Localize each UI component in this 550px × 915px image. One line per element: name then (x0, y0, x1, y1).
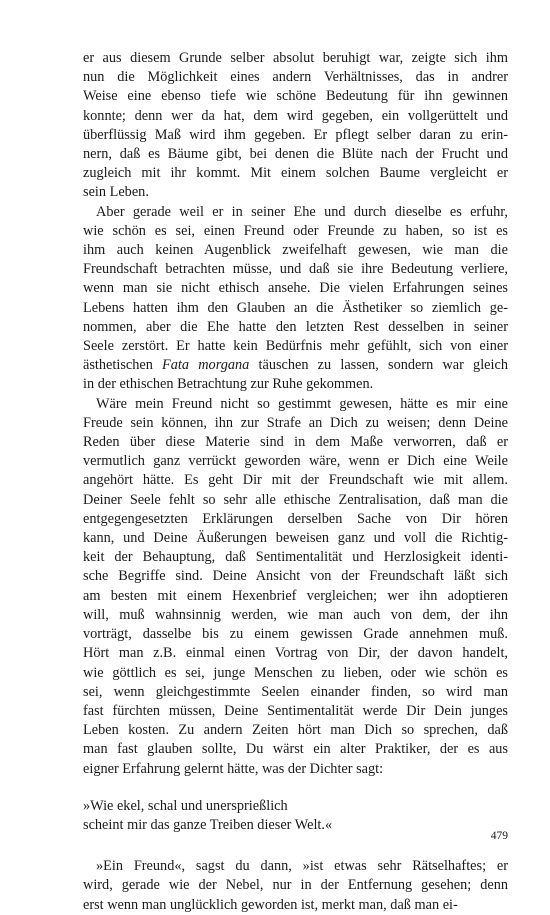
text-line: sein Leben. (83, 184, 149, 201)
text-line: Wäre mein Freund nicht so gestimmt gewesen, hätte es mir eine (96, 395, 508, 412)
text-line: keit der Behauptung, daß Sentimentalität und Herzlosigkeit identi- (83, 549, 508, 566)
quote-line: »Wie ekel, schal und unersprießlich (83, 797, 288, 814)
text-line: in der ethischen Betrachtung zur Ruhe gekommen. (83, 376, 374, 393)
text-line: erst wenn man unglücklich geworden ist, merkt man, daß man ei- (83, 896, 458, 913)
text-line: wie schön es sei, einen Freund oder Freunde zu haben, so ist es (83, 222, 508, 239)
text-line: vermutlich ganz verrückt geworden wäre, wenn er Dich eine Weile (83, 453, 508, 470)
text-line: eigner Erfahrung gelernt hätte, was der Dichter sagt: (83, 760, 384, 777)
text-line: Freundschaft betrachten müsse, und daß sie ihre Bedeutung verliere, (83, 261, 508, 278)
text-line: zugleich mit ihr kommt. Mit einem solchen Baume vergleicht er (83, 165, 508, 182)
paragraph-2 (83, 203, 508, 395)
text-line: nern, daß es Bäume gibt, bei denen die Blüte nach der Frucht und (83, 146, 508, 163)
text-line: wie göttlich es sei, junge Menschen zu lieben, oder wie schön es (83, 664, 508, 681)
text-line: wird, gerade wie der Nebel, nur in der Entfernung gesehen; denn (83, 877, 508, 894)
page-body (83, 49, 508, 915)
text-line: wenn man sie nicht ethisch ansehe. Die vielen Erfahrungen seines (83, 280, 508, 297)
text-line: überflüssig Maß wird ihm gegeben. Er pflegt selber daran zu erin- (83, 126, 508, 143)
paragraph-1 (83, 49, 508, 203)
text-line: Weise eine ebenso tiefe wie schöne Bedeutung für ihn gewinnen (83, 88, 508, 105)
text-line: kann, und Deine Äußerungen beweisen ganz und voll die Richtig- (83, 530, 508, 547)
text-line: Hört man z.B. einmal einen Vortrag von Dir, der davon handelt, (83, 645, 508, 662)
text-line: sei, wenn gleichgestimmte Seelen einander finden, so wird man (83, 683, 508, 700)
text-line: nommen, aber die Ehe hatte den letzten Rest desselben in seiner (83, 318, 508, 335)
text-line: sche Begriffe sind. Deine Ansicht von der Freundschaft läßt sich (83, 568, 508, 585)
paragraph-3 (83, 395, 508, 779)
text-line: am besten mit einem Hexenbrief vergleichen; wer ihn adoptieren (83, 587, 508, 604)
page-number: 479 (490, 830, 508, 842)
text-line: ihm auch keinen Augenblick zweifelhaft gewesen, wie man die (83, 242, 508, 259)
quote-line: scheint mir das ganze Treiben dieser Welt.« (83, 816, 333, 833)
text-line: Deiner Seele fehlt so sehr alle ethische Zentralisation, daß man die (83, 491, 508, 508)
text-line: Seele zerstört. Er hatte kein Bedürfnis mehr gefühlt, sich von einer (83, 338, 508, 355)
text-line: man fast glauben sollte, Du wärst ein alter Praktiker, der es aus (83, 741, 508, 758)
text-line: Freude sein können, ihn zur Strafe an Dich zu weisen; denn Deine (83, 414, 508, 431)
text-line: angehört hätte. Es geht Dir mit der Freundschaft wie mit allem. (83, 472, 508, 489)
text-line: Leben kosten. Zu andern Zeiten hört man Dich so sprechen, daß (83, 722, 508, 739)
text-line: entgegengesetzten Erklärungen derselben Sache von Dir hören (83, 510, 508, 527)
text-line: ästhetischen Fata morgana täuschen zu lassen, sondern war gleich (83, 357, 508, 374)
text-line: will, muß wahnsinnig werden, wie man auch von dem, der ihn (83, 606, 508, 623)
text-line: nun die Möglichkeit eines andern Verhältnisses, das in andrer (83, 69, 508, 86)
text-line: »Ein Freund«, sagst du dann, »ist etwas sehr Rätselhaftes; er (96, 858, 508, 875)
text-line: konnte; denn wer da hat, dem wird gegeben, ein vollgerüttelt und (83, 107, 508, 124)
text-line: er aus diesem Grunde selber absolut beruhigt war, zeigte sich ihm (83, 50, 508, 66)
text-line: vorträgt, dasselbe bis zu einem gewissen Grade annehmen muß. (83, 626, 508, 643)
text-line: Lebens hatten ihm den Glauben an die Ästhetiker so ziemlich ge- (83, 299, 508, 316)
text-line: Aber gerade weil er in seiner Ehe und durch dieselbe es erfuhr, (96, 203, 508, 220)
text-line: fast fürchten müssen, Deine Sentimentalität werde Dir Dein junges (83, 702, 508, 719)
paragraph-4 (83, 857, 508, 915)
text-line: Reden über diese Materie sind in dem Maße verworren, daß er (83, 434, 508, 451)
verse-quote (83, 797, 508, 835)
